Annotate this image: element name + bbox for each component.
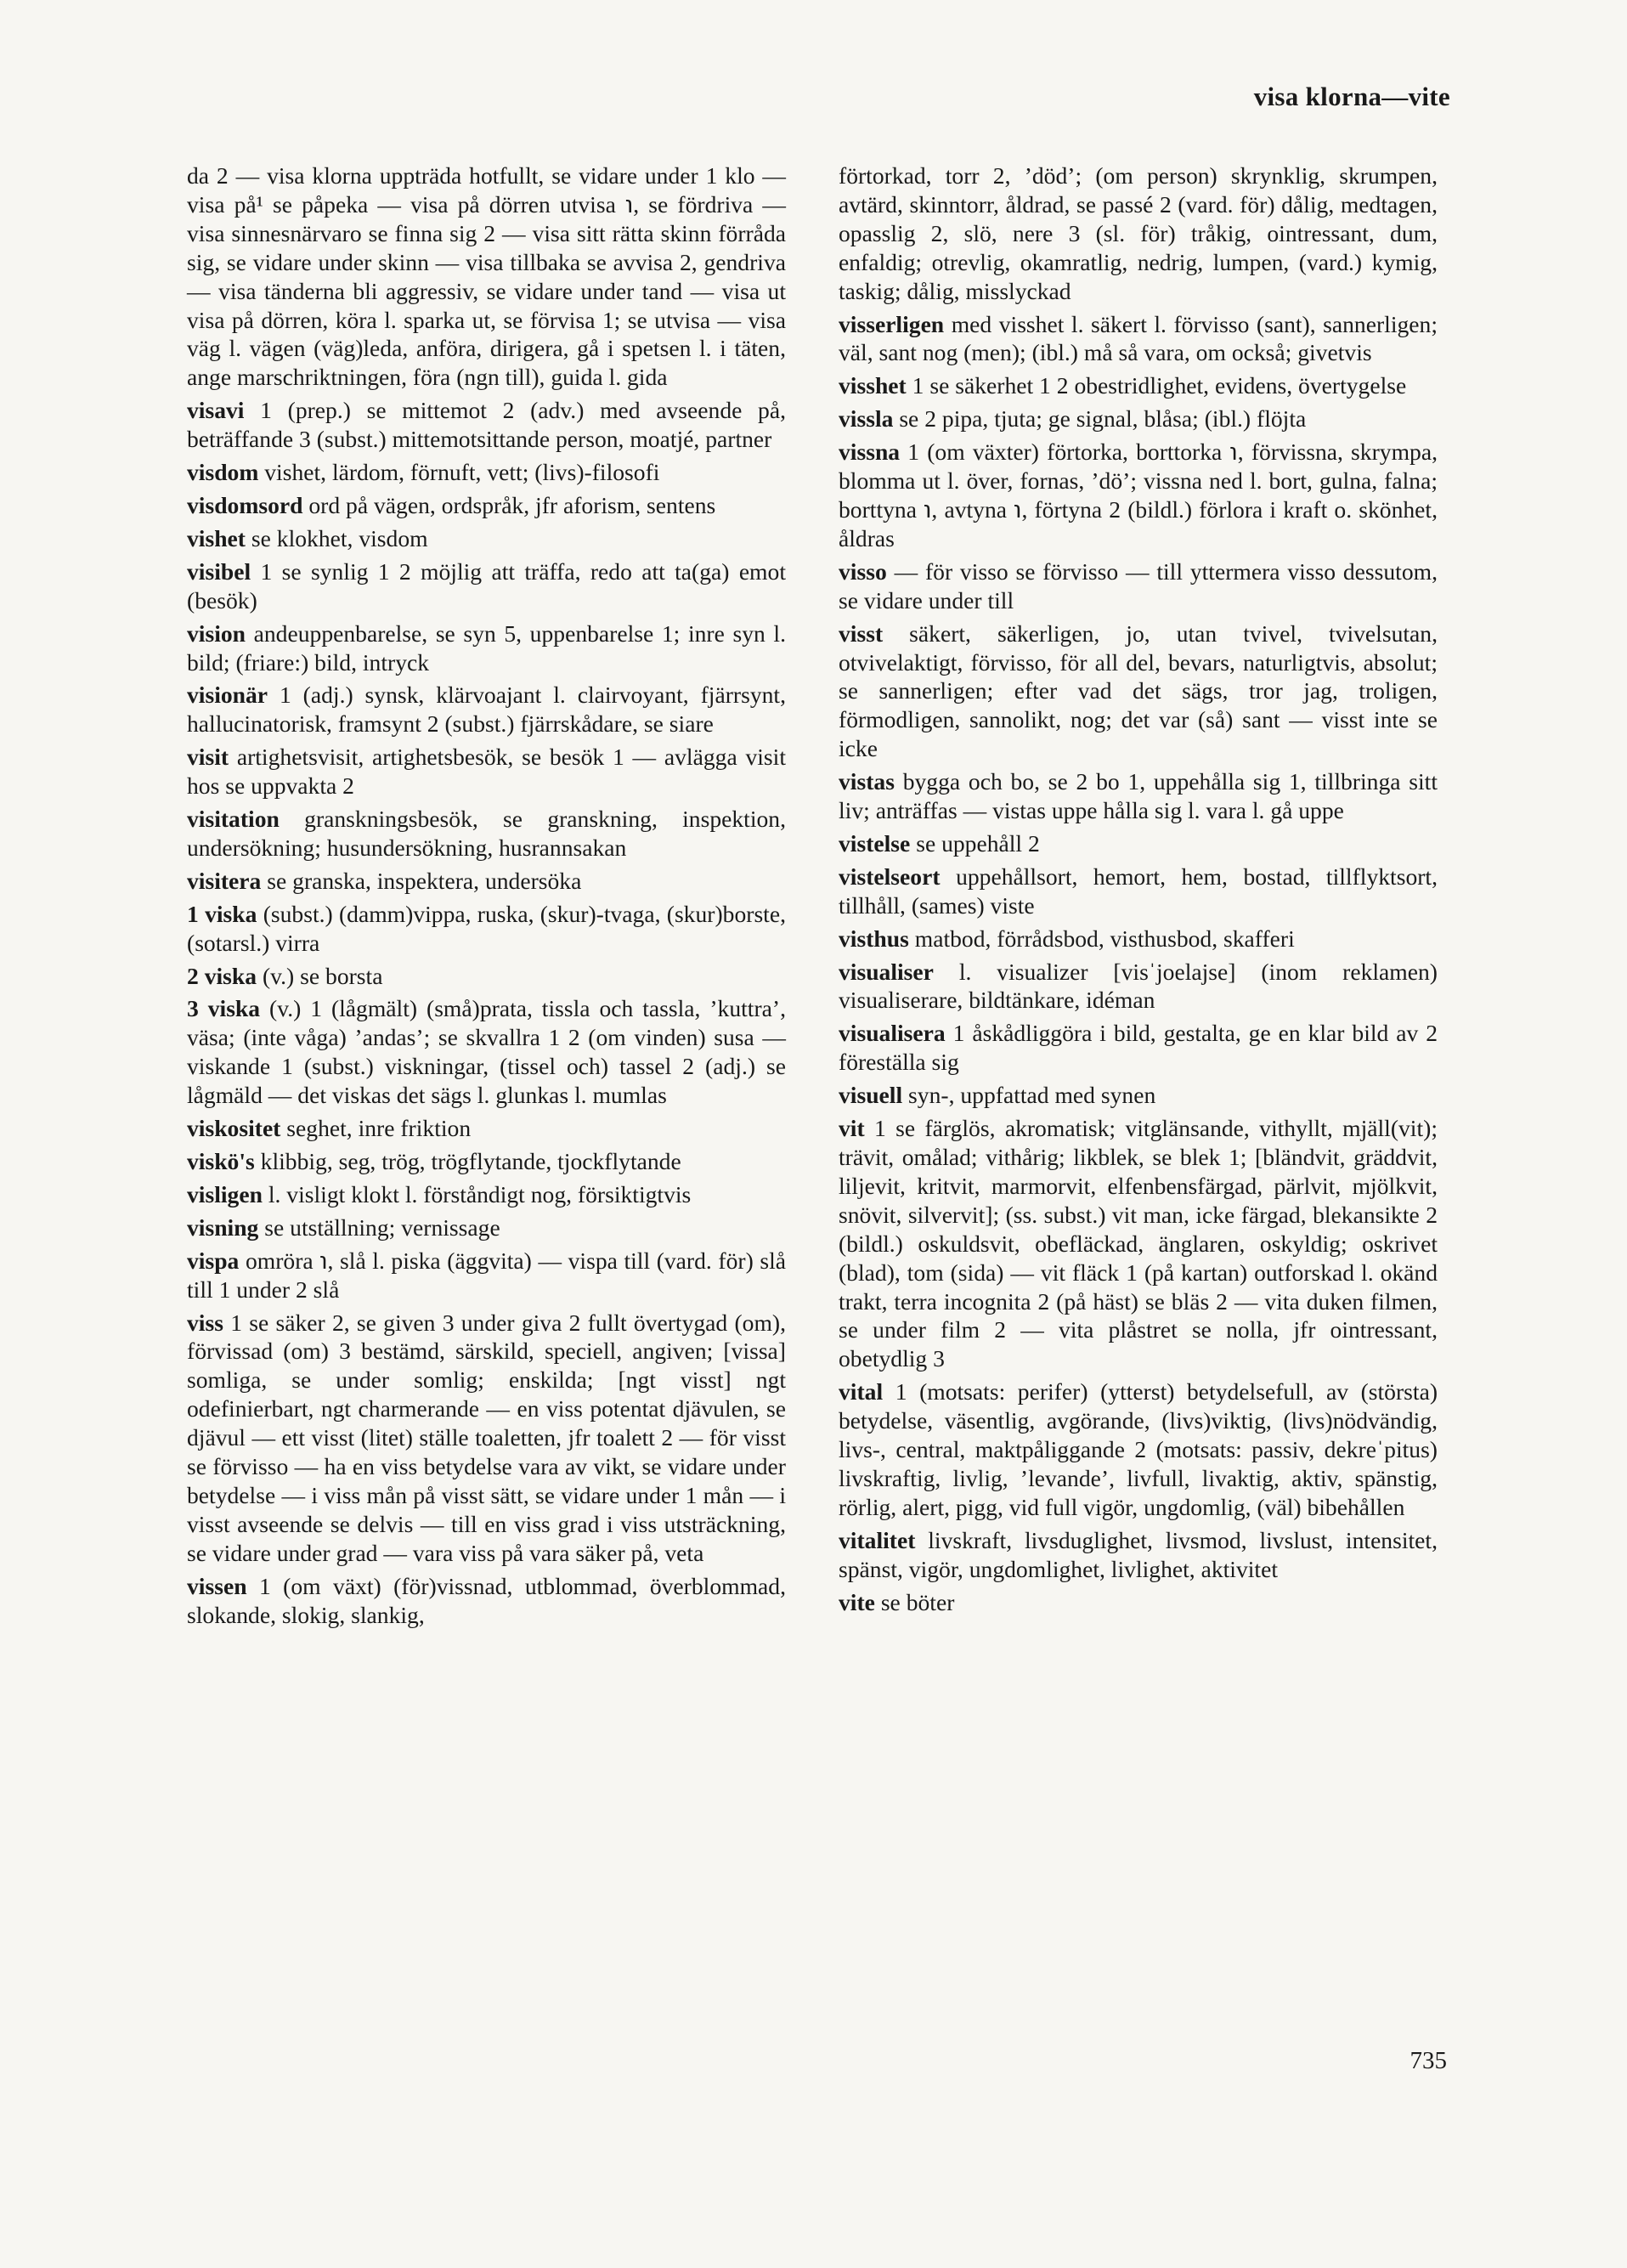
entry-definition: (v.) 1 (lågmält) (små)prata, tissla och tassla, ’kuttra’, väsa; (inte våga) ’andas’; se skvallra 1 2 (om vinden) susa — viskande 1 (subst.) viskningar, (tissel och) tassel 2 (adj.) se lågmäld — det viskas det sägs l. glunkas l. mumlas — [187, 995, 787, 1109]
entry-headword: vissla — [839, 405, 894, 433]
entry-headword: 2 viska — [187, 962, 257, 989]
entry-definition: matbod, förrådsbod, visthusbod, skafferi — [914, 925, 1295, 952]
dictionary-entry — [839, 1081, 1438, 1110]
entry-headword: 3 viska — [187, 995, 261, 1022]
entry-definition: (subst.) (damm)vippa, ruska, (skur)-tvaga, (skur)borste, (sotarsl.) virra — [187, 900, 786, 956]
dictionary-entry — [839, 863, 1438, 920]
dictionary-entry — [839, 161, 1438, 306]
running-header: visa klorna—vite — [1253, 82, 1450, 111]
entry-headword: visavi — [187, 397, 245, 424]
entry-definition: livskraft, livsduglighet, livsmod, livslust, intensitet, spänst, vigör, ungdomlighet, livlighet, aktivitet — [839, 1526, 1438, 1582]
dictionary-entry — [187, 867, 786, 896]
entry-headword: vissen — [187, 1572, 247, 1599]
dictionary-entry — [187, 1309, 786, 1568]
entry-headword: 1 viska — [187, 900, 257, 927]
entry-definition: seghet, inre friktion — [286, 1115, 472, 1142]
dictionary-entry — [839, 371, 1438, 400]
entry-headword: vishet — [187, 524, 246, 551]
entry-definition: se 2 pipa, tjuta; ge signal, blåsa; (ibl.) flöjta — [899, 405, 1307, 433]
entry-definition: med visshet l. säkert l. förvisso (sant), sannerligen; väl, sant nog (men); (ibl.) må så vara, om också; givetvis — [839, 310, 1438, 366]
dictionary-entry — [187, 681, 786, 738]
right-column — [839, 161, 1438, 1621]
entry-headword: visso — [839, 557, 887, 585]
entry-headword: visionär — [187, 682, 268, 709]
dictionary-entry — [187, 1147, 786, 1176]
entry-headword: vispa — [187, 1247, 240, 1274]
entry-definition: da 2 — visa klorna uppträda hotfullt, se vidare under 1 klo — visa på¹ se påpeka — visa på dörren utvisa ℩, se fördriva — visa sinnesnärvaro se finna sig 2 — visa sitt rätta skinn förråda sig, se vidare under skinn — visa tillbaka se avvisa 2, gendriva — visa tänderna bli aggressiv, se vidare under tand — visa ut visa på dörren, köra l. sparka ut, se förvisa 1; se utvisa — visa väg l. vägen (väg)leda, anföra, dirigera, gå i spetsen l. i täten, ange marschriktningen, föra (ngn till), guida l. gida — [187, 162, 786, 391]
entry-definition: 1 se säker 2, se given 3 under giva 2 fullt övertygad (om), förvissad (om) 3 bestämd, särskild, speciell, angiven; [vissa] somliga, se under somlig; enskilda; [ngt visst] ngt odefinierbart, ngt charmerande — en viss potentat djävulen, se djävul — ett visst (litet) ställe toaletten, jfr toalett 2 — för visst se förvisso — ha en viss betydelse vara av vikt, se vidare under betydelse — i viss mån på visst sätt, se vidare under 1 mån — i visst avseende se delvis — till en viss grad i viss utsträckning, se vidare under grad — vara viss på vara säker på, veta — [187, 1309, 786, 1566]
entry-headword: visserligen — [839, 310, 945, 337]
entry-headword: visdomsord — [187, 491, 303, 518]
dictionary-entry — [187, 743, 786, 800]
entry-definition: 1 (adj.) synsk, klärvoajant l. clairvoyant, fjärrsynt, hallucinatorisk, framsynt 2 (subst.) fjärrskådare, se siare — [187, 682, 786, 738]
entry-headword: vitalitet — [839, 1526, 916, 1553]
entry-definition: syn-, uppfattad med synen — [908, 1082, 1156, 1109]
dictionary-entry — [187, 1213, 786, 1242]
dictionary-entry — [839, 310, 1438, 368]
dictionary-entry — [187, 161, 786, 392]
dictionary-entry — [187, 962, 786, 991]
page-number: 735 — [1410, 2047, 1447, 2074]
entry-definition: se utställning; vernissage — [264, 1213, 500, 1241]
entry-definition: — för visso se förvisso — till yttermera visso dessutom, se vidare under till — [839, 557, 1438, 614]
entry-definition: ord på vägen, ordspråk, jfr aforism, sentens — [308, 491, 716, 518]
entry-definition: 1 (om växter) förtorka, borttorka ℩, förvissna, skrympa, blomma ut l. över, fornas, ’dö’; vissna ned l. bort, gulna, falna; borttyna ℩, avtyna ℩, förtyna 2 (bildl.) förlora i kraft o. skönhet, åldras — [839, 438, 1438, 551]
entry-headword: visthus — [839, 925, 909, 952]
dictionary-entry — [839, 958, 1438, 1015]
entry-headword: visshet — [839, 372, 907, 399]
dictionary-entry — [839, 1377, 1438, 1522]
dictionary-entry — [839, 1526, 1438, 1584]
entry-headword: vite — [839, 1588, 875, 1615]
entry-headword: visdom — [187, 459, 259, 486]
dictionary-entry — [187, 1247, 786, 1304]
entry-headword: vistelse — [839, 829, 911, 857]
entry-definition: klibbig, seg, trög, trögflytande, tjockflytande — [260, 1148, 681, 1174]
entry-definition: l. visualizer [visˈjoelajse] (inom reklamen) visualiserare, bildtänkare, idéman — [839, 958, 1438, 1014]
entry-definition: 1 (motsats: perifer) (ytterst) betydelsefull, av (största) betydelse, väsentlig, avgörande, (livs)viktig, (livs)nödvändig, livs-, central, maktpåliggande 2 (motsats: passiv, dekreˈpitus) livskraftig, livlig, ’levande’, livfull, livaktig, aktiv, spänstig, rörlig, alert, pigg, vid full vigör, ungdomlig, (väl) bibehållen — [839, 1378, 1438, 1520]
dictionary-entry — [839, 925, 1438, 953]
dictionary-entry — [839, 767, 1438, 825]
dictionary-entry — [187, 1180, 786, 1209]
entry-definition: 1 se säkerhet 1 2 obestridlighet, evidens, övertygelse — [912, 372, 1407, 399]
entry-headword: vital — [839, 1378, 884, 1405]
entry-definition: andeuppenbarelse, se syn 5, uppenbarelse 1; inre syn l. bild; (friare:) bild, intryck — [187, 619, 786, 676]
dictionary-entry — [187, 619, 786, 677]
entry-definition: omröra ℩, slå l. piska (äggvita) — vispa till (vard. för) slå till 1 under 2 slå — [187, 1247, 787, 1303]
entry-definition: se granska, inspektera, undersöka — [267, 867, 582, 894]
dictionary-entry — [839, 829, 1438, 858]
left-column — [187, 161, 786, 1634]
dictionary-entry — [187, 1572, 786, 1630]
entry-definition: l. visligt klokt l. förståndigt nog, försiktigtvis — [268, 1180, 692, 1208]
entry-headword: vistelseort — [839, 863, 941, 890]
entry-definition: uppehållsort, hemort, hem, bostad, tillflyktsort, tillhåll, (sames) viste — [839, 863, 1438, 919]
entry-headword: visualiser — [839, 958, 934, 985]
dictionary-entry — [187, 458, 786, 487]
dictionary-entry — [187, 396, 786, 454]
entry-headword: vit — [839, 1115, 865, 1142]
entry-definition: 1 åskådliggöra i bild, gestalta, ge en klar bild av 2 föreställa sig — [839, 1020, 1438, 1076]
entry-definition: bygga och bo, se 2 bo 1, uppehålla sig 1, tillbringa sitt liv; anträffas — vistas uppe hålla sig l. vara l. gå uppe — [839, 768, 1438, 824]
entry-definition: granskningsbesök, se granskning, inspektion, undersökning; husundersökning, husrannsakan — [187, 806, 786, 861]
entry-definition: artighetsvisit, artighetsbesök, se besök 1 — avlägga visit hos se uppvakta 2 — [187, 744, 786, 800]
entry-definition: 1 (om växt) (för)vissnad, utblommad, överblommad, slokande, slokig, slankig, — [187, 1572, 786, 1628]
dictionary-entry — [839, 557, 1438, 615]
dictionary-entry — [187, 994, 786, 1110]
entry-headword: viskositet — [187, 1115, 281, 1142]
dictionary-entry — [187, 524, 786, 553]
entry-headword: visuell — [839, 1082, 903, 1109]
entry-definition: förtorkad, torr 2, ’död’; (om person) skrynklig, skrumpen, avtärd, skinntorr, åldrad, se passé 2 (vard. för) dålig, medtagen, opasslig 2, slö, nere 3 (sl. för) tråkig, ointressant, dum, enfaldig; otrevlig, okamratlig, nedrig, lumpen, (vard.) kymig, taskig; dålig, misslyckad — [839, 162, 1438, 304]
entry-definition: 1 se färglös, akromatisk; vitglänsande, vithyllt, mjäll(vit); trävit, omålad; vithårig; likblek, se blek 1; [bländvit, gräddvit, liljevit, kritvit, marmorvit, elfenbensfärgad, pärlvit, mjölkvit, snövit, silvervit]; (ss. subst.) vit man, icke färgad, blekansikte 2 (bildl.) oskuldsvit, obefläckad, änglaren, oskyldig; oskrivet (blad), tom (sida) — vit fläck 1 (på kartan) outforskad l. okänd trakt, terra incognita 2 (på häst) se bläs 2 — vita duken filmen, se under film 2 — vita plåstret se nolla, jfr ointressant, obetydlig 3 — [839, 1115, 1438, 1372]
entry-headword: visit — [187, 744, 229, 771]
dictionary-entry — [839, 1588, 1438, 1617]
entry-headword: vissna — [839, 438, 901, 466]
entry-definition: 1 se synlig 1 2 möjlig att träffa, redo att ta(ga) emot (besök) — [187, 557, 786, 614]
entry-headword: viskö's — [187, 1148, 255, 1174]
entry-definition: se uppehåll 2 — [916, 829, 1040, 857]
entry-headword: visitation — [187, 806, 280, 833]
dictionary-entry — [839, 619, 1438, 764]
entry-definition: vishet, lärdom, förnuft, vett; (livs)-filosofi — [264, 459, 660, 486]
entry-headword: visning — [187, 1213, 259, 1241]
entry-headword: visibel — [187, 557, 251, 585]
dictionary-entry — [839, 404, 1438, 433]
dictionary-entry — [839, 438, 1438, 553]
entry-definition: se klokhet, visdom — [251, 524, 428, 551]
dictionary-entry — [187, 900, 786, 958]
dictionary-entry — [187, 1114, 786, 1143]
entry-definition: se böter — [880, 1588, 955, 1615]
entry-headword: visst — [839, 619, 884, 647]
entry-headword: visligen — [187, 1180, 263, 1208]
dictionary-entry — [187, 805, 786, 863]
entry-headword: visualisera — [839, 1020, 946, 1047]
entry-headword: vistas — [839, 768, 895, 795]
dictionary-entry — [839, 1114, 1438, 1373]
entry-headword: vision — [187, 619, 246, 647]
dictionary-entry — [187, 557, 786, 615]
entry-definition: (v.) se borsta — [262, 962, 383, 989]
dictionary-entry — [839, 1019, 1438, 1077]
dictionary-entry — [187, 491, 786, 520]
entry-definition: säkert, säkerligen, jo, utan tvivel, tvivelsutan, otvivelaktigt, förvisso, för all del, bevars, naturligtvis, absolut; se sannerligen; efter vad det sägs, tror jag, troligen, förmodligen, sannolikt, nog; det var (så) sant — visst inte se icke — [839, 619, 1438, 762]
entry-headword: visitera — [187, 867, 262, 894]
entry-definition: 1 (prep.) se mittemot 2 (adv.) med avseende på, beträffande 3 (subst.) mittemotsittande person, moatjé, partner — [187, 397, 786, 453]
entry-headword: viss — [187, 1309, 223, 1336]
